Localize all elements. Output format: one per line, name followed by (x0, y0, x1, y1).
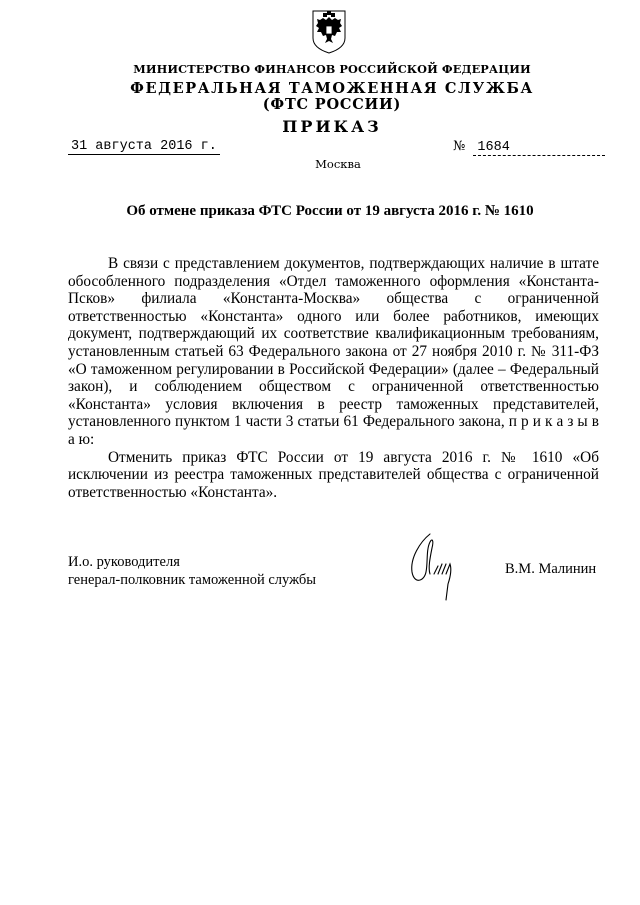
signature-icon (400, 528, 480, 618)
ministry-name: МИНИСТЕРСТВО ФИНАНСОВ РОССИЙСКОЙ ФЕДЕРАЦИИ (133, 62, 531, 76)
coat-of-arms-icon (311, 8, 347, 54)
signer-name: В.М. Малинин (505, 561, 597, 577)
order-subject: Об отмене приказа ФТС России от 19 августа 2016 г. № 1610 (126, 203, 534, 219)
number-sign: № (453, 139, 466, 154)
signer-position (68, 553, 316, 589)
body-paragraph: В связи с представлением документов, подтверждающих наличие в штате обособленного подразделения «Отдел таможенного оформления «Константа-Псков» филиала «Константа-Москва» общества с ограниченной ответственностью «Константа» одного или более работников, имеющих документ, подтверждающий их соответствие квалификационным требованиям, установленным статьей 63 Федерального закона от 27 ноября 2010 г. № 311-ФЗ «О таможенном регулировании в Российской Федерации» (далее – Федеральный закон), и соблюдением обществом с ограниченной ответственностью «Константа» условия включения в реестр таможенных представителей, установленного пунктом 1 части 3 статьи 61 Федерального закона, п р и к а з ы в а ю: (68, 255, 599, 448)
service-abbreviation: (ФТС РОССИИ) (262, 96, 402, 113)
signer-position-line: И.о. руководителя (68, 554, 180, 570)
signer-position-line: генерал-полковник таможенной службы (68, 572, 317, 588)
service-name: ФЕДЕРАЛЬНАЯ ТАМОЖЕННАЯ СЛУЖБА (130, 80, 534, 97)
order-date: 31 августа 2016 г. (68, 139, 220, 155)
body-paragraph: Отменить приказ ФТС России от 19 августа 2016 г. № 1610 «Об исключении из реестра таможенных представителей общества с ограниченной ответственностью «Константа». (68, 448, 599, 501)
document-type-title: ПРИКАЗ (282, 117, 382, 136)
order-body (68, 255, 599, 501)
city: Москва (315, 157, 361, 171)
order-number: 1684 (473, 140, 605, 156)
order-number-field (453, 139, 605, 156)
